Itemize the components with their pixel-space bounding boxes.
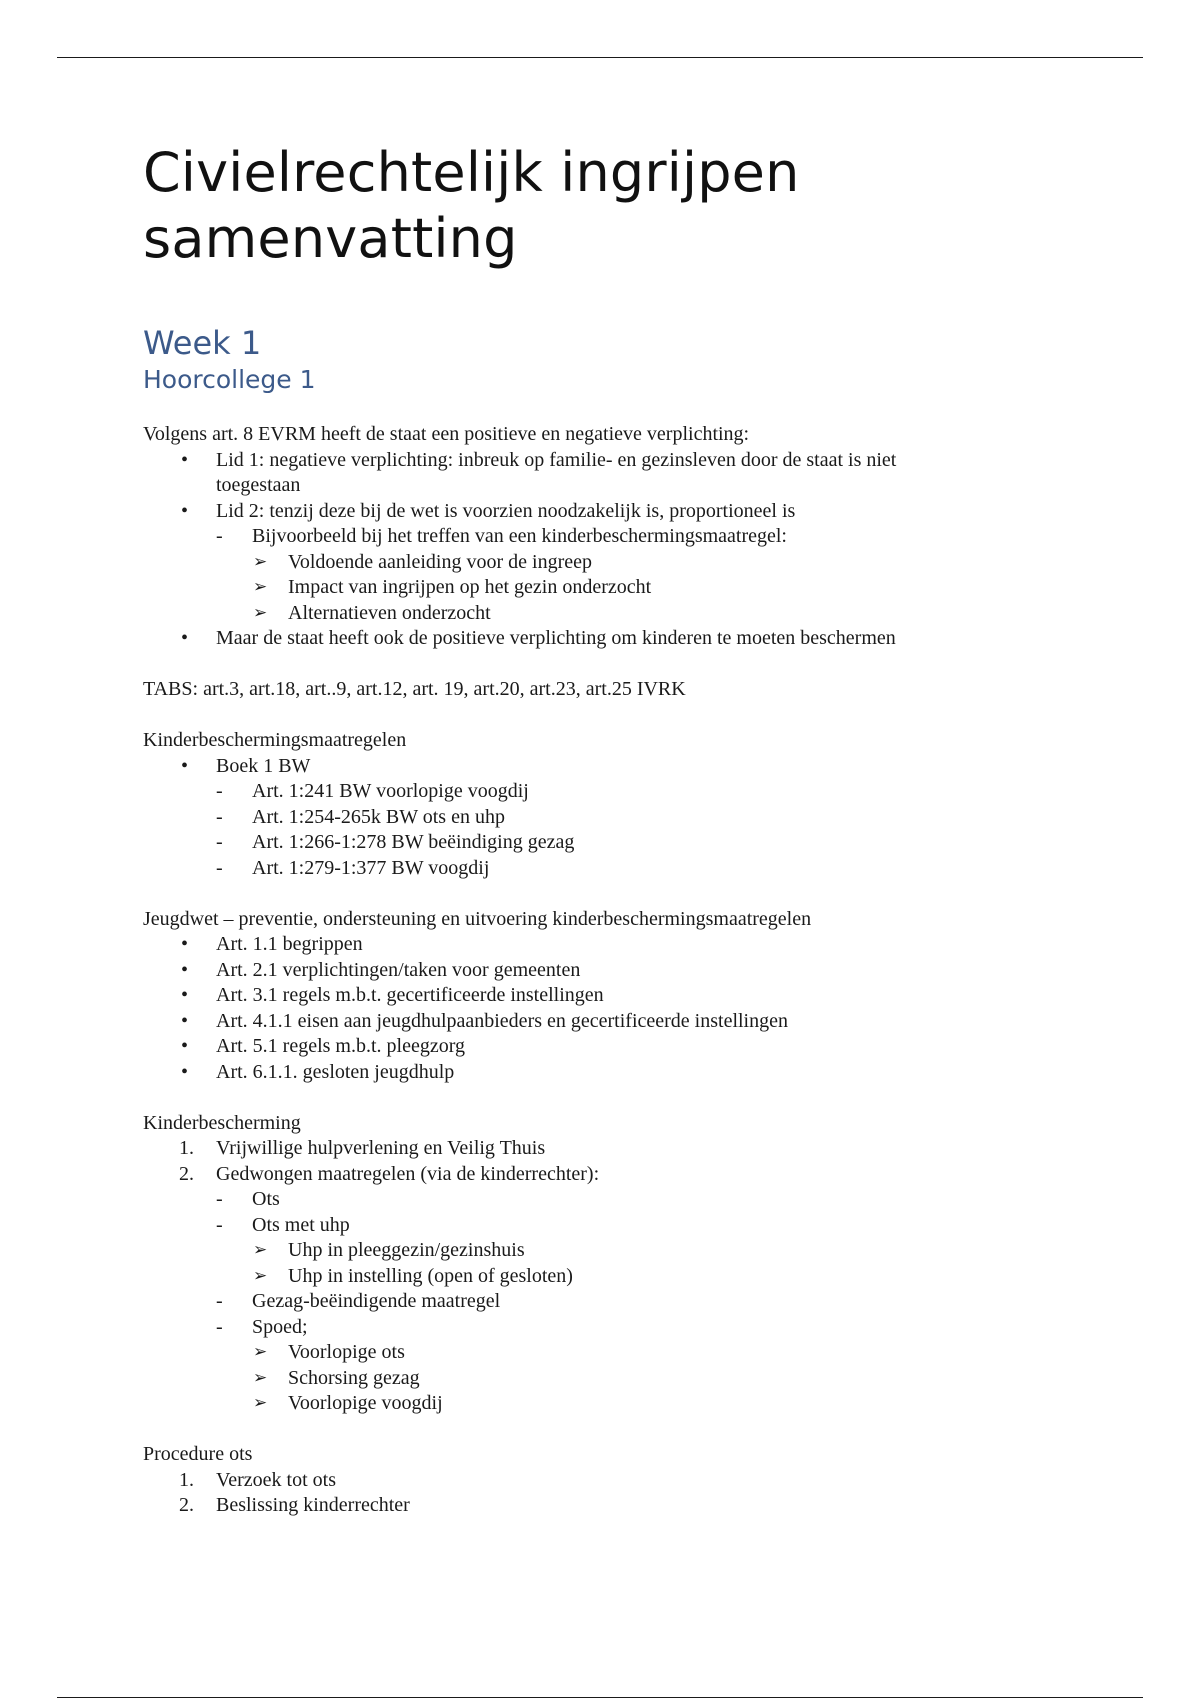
title-line-1: Civielrechtelijk ingrijpen (143, 141, 800, 204)
bullet-icon: • (181, 448, 189, 471)
tabs-text: TABS: art.3, art.18, art..9, art.12, art. 19, art.20, art.23, art.25 IVRK (143, 678, 686, 700)
list-item (143, 1289, 1043, 1315)
article-text: Art. 1:266-1:278 BW beëindiging gezag (252, 831, 575, 853)
sub-item-text: Impact van ingrijpen op het gezin onderzocht (288, 576, 652, 598)
list-item (143, 575, 1043, 601)
list-item (143, 601, 1043, 627)
bullet-icon: • (181, 984, 189, 1006)
dash-icon: - (216, 1188, 223, 1210)
bullet-icon: • (181, 627, 189, 649)
dash-icon: - (216, 856, 223, 879)
procedure-ots-list (143, 1468, 1043, 1519)
list-item (143, 1468, 1043, 1494)
kbm-list (143, 754, 1043, 882)
article-text: Art. 3.1 regels m.b.t. gecertificeerde instellingen (216, 984, 604, 1006)
list-item (143, 1009, 1043, 1035)
list-item (143, 524, 1043, 550)
list-item (143, 932, 1043, 958)
article-text: Art. 4.1.1 eisen aan jeugdhulpaanbieders en gecertificeerde instellingen (216, 1009, 788, 1032)
heading-hoorcollege-1: Hoorcollege 1 (143, 365, 316, 394)
bullet-icon: • (181, 499, 189, 522)
item-text: Beslissing kinderrechter (216, 1494, 410, 1516)
procedure-ots-heading: Procedure ots (143, 1443, 253, 1465)
arrow-icon: ➢ (253, 577, 268, 597)
dash-icon: - (216, 780, 223, 802)
article-text: Art. 1:241 BW voorlopige voogdij (252, 780, 529, 802)
list-item (143, 448, 1043, 499)
number-marker: 1. (179, 1137, 194, 1159)
item-text: Gezag-beëindigende maatregel (252, 1290, 501, 1312)
lid2-text: Lid 2: tenzij deze bij de wet is voorzien noodzakelijk is, proportioneel is (216, 499, 796, 522)
item-text: Voorlopige ots (288, 1341, 405, 1363)
item-text: Verzoek tot ots (216, 1468, 336, 1491)
arrow-icon: ➢ (253, 602, 268, 623)
list-item (143, 830, 1043, 856)
dash-icon: - (216, 525, 223, 547)
bullet-icon: • (181, 958, 189, 981)
arrow-icon: ➢ (253, 1367, 268, 1388)
dash-icon: - (216, 805, 223, 828)
list-item (143, 1136, 1043, 1162)
item-text: Spoed; (252, 1315, 308, 1338)
list-item (143, 856, 1043, 882)
list-item (143, 499, 1043, 525)
bullet-icon: • (181, 1009, 189, 1032)
positive-obligation-text: Maar de staat heeft ook de positieve verplichting om kinderen te moeten beschermen (216, 627, 896, 649)
item-text: Ots (252, 1188, 280, 1210)
lid1-line-2: toegestaan (216, 474, 301, 496)
list-item (143, 626, 1043, 652)
page-top-rule (57, 57, 1143, 58)
arrow-icon: ➢ (253, 1265, 268, 1286)
title-line-2: samenvatting (143, 207, 518, 270)
list-item (143, 1340, 1043, 1366)
list-item (143, 1493, 1043, 1519)
list-item (143, 1162, 1043, 1188)
article-text: Art. 5.1 regels m.b.t. pleegzorg (216, 1035, 466, 1057)
list-item (143, 1391, 1043, 1417)
lid1-line-1: Lid 1: negatieve verplichting: inbreuk op familie- en gezinsleven door de staat is niet (216, 448, 897, 471)
document-body (143, 140, 1043, 1519)
number-marker: 2. (179, 1494, 194, 1516)
kinderbescherming-heading: Kinderbescherming (143, 1111, 301, 1134)
list-item (143, 1238, 1043, 1264)
list-item (143, 983, 1043, 1009)
item-text: Ots met uhp (252, 1213, 350, 1236)
page-bottom-rule (57, 1697, 1143, 1698)
jeugdwet-heading: Jeugdwet – preventie, ondersteuning en uitvoering kinderbeschermingsmaatregelen (143, 907, 812, 930)
sub-item-text: Voldoende aanleiding voor de ingreep (288, 550, 592, 573)
list-item (143, 779, 1043, 805)
arrow-icon: ➢ (253, 551, 268, 572)
item-text: Uhp in pleeggezin/gezinshuis (288, 1239, 525, 1261)
item-text: Schorsing gezag (288, 1366, 420, 1389)
evrm-list (143, 448, 1043, 652)
kinderbescherming-list (143, 1136, 1043, 1417)
list-item (143, 1366, 1043, 1392)
list-item (143, 1187, 1043, 1213)
arrow-icon: ➢ (253, 1393, 268, 1413)
list-item (143, 958, 1043, 984)
article-text: Art. 6.1.1. gesloten jeugdhulp (216, 1060, 455, 1083)
item-text: Vrijwillige hulpverlening en Veilig Thuis (216, 1137, 546, 1159)
jeugdwet-list (143, 932, 1043, 1085)
article-text: Art. 2.1 verplichtingen/taken voor gemeenten (216, 958, 581, 981)
bullet-icon: • (181, 933, 189, 955)
list-item (143, 754, 1043, 780)
item-text: Voorlopige voogdij (288, 1392, 443, 1414)
dash-icon: - (216, 1315, 223, 1338)
bullet-icon: • (181, 754, 189, 777)
book-text: Boek 1 BW (216, 754, 311, 777)
dash-icon: - (216, 831, 223, 853)
dash-icon: - (216, 1213, 223, 1236)
item-text: Uhp in instelling (open of gesloten) (288, 1264, 573, 1287)
list-item (143, 1315, 1043, 1341)
bullet-icon: • (181, 1060, 189, 1083)
article-text: Art. 1.1 begrippen (216, 933, 363, 955)
heading-week-1: Week 1 (143, 324, 262, 362)
list-item (143, 1213, 1043, 1239)
arrow-icon: ➢ (253, 1342, 268, 1362)
article-text: Art. 1:254-265k BW ots en uhp (252, 805, 505, 828)
item-text: Gedwongen maatregelen (via de kinderrechter): (216, 1162, 600, 1185)
list-item (143, 1264, 1043, 1290)
list-item (143, 550, 1043, 576)
list-item (143, 1034, 1043, 1060)
example-text: Bijvoorbeeld bij het treffen van een kinderbeschermingsmaatregel: (252, 525, 787, 547)
kbm-heading: Kinderbeschermingsmaatregelen (143, 729, 407, 751)
dash-icon: - (216, 1290, 223, 1312)
number-marker: 2. (179, 1162, 194, 1185)
sub-item-text: Alternatieven onderzocht (288, 601, 491, 624)
document-title (143, 140, 1043, 272)
number-marker: 1. (179, 1468, 194, 1491)
arrow-icon: ➢ (253, 1240, 268, 1260)
list-item (143, 805, 1043, 831)
evrm-intro: Volgens art. 8 EVRM heeft de staat een positieve en negatieve verplichting: (143, 423, 750, 445)
article-text: Art. 1:279-1:377 BW voogdij (252, 856, 490, 879)
list-item (143, 1060, 1043, 1086)
bullet-icon: • (181, 1035, 189, 1057)
